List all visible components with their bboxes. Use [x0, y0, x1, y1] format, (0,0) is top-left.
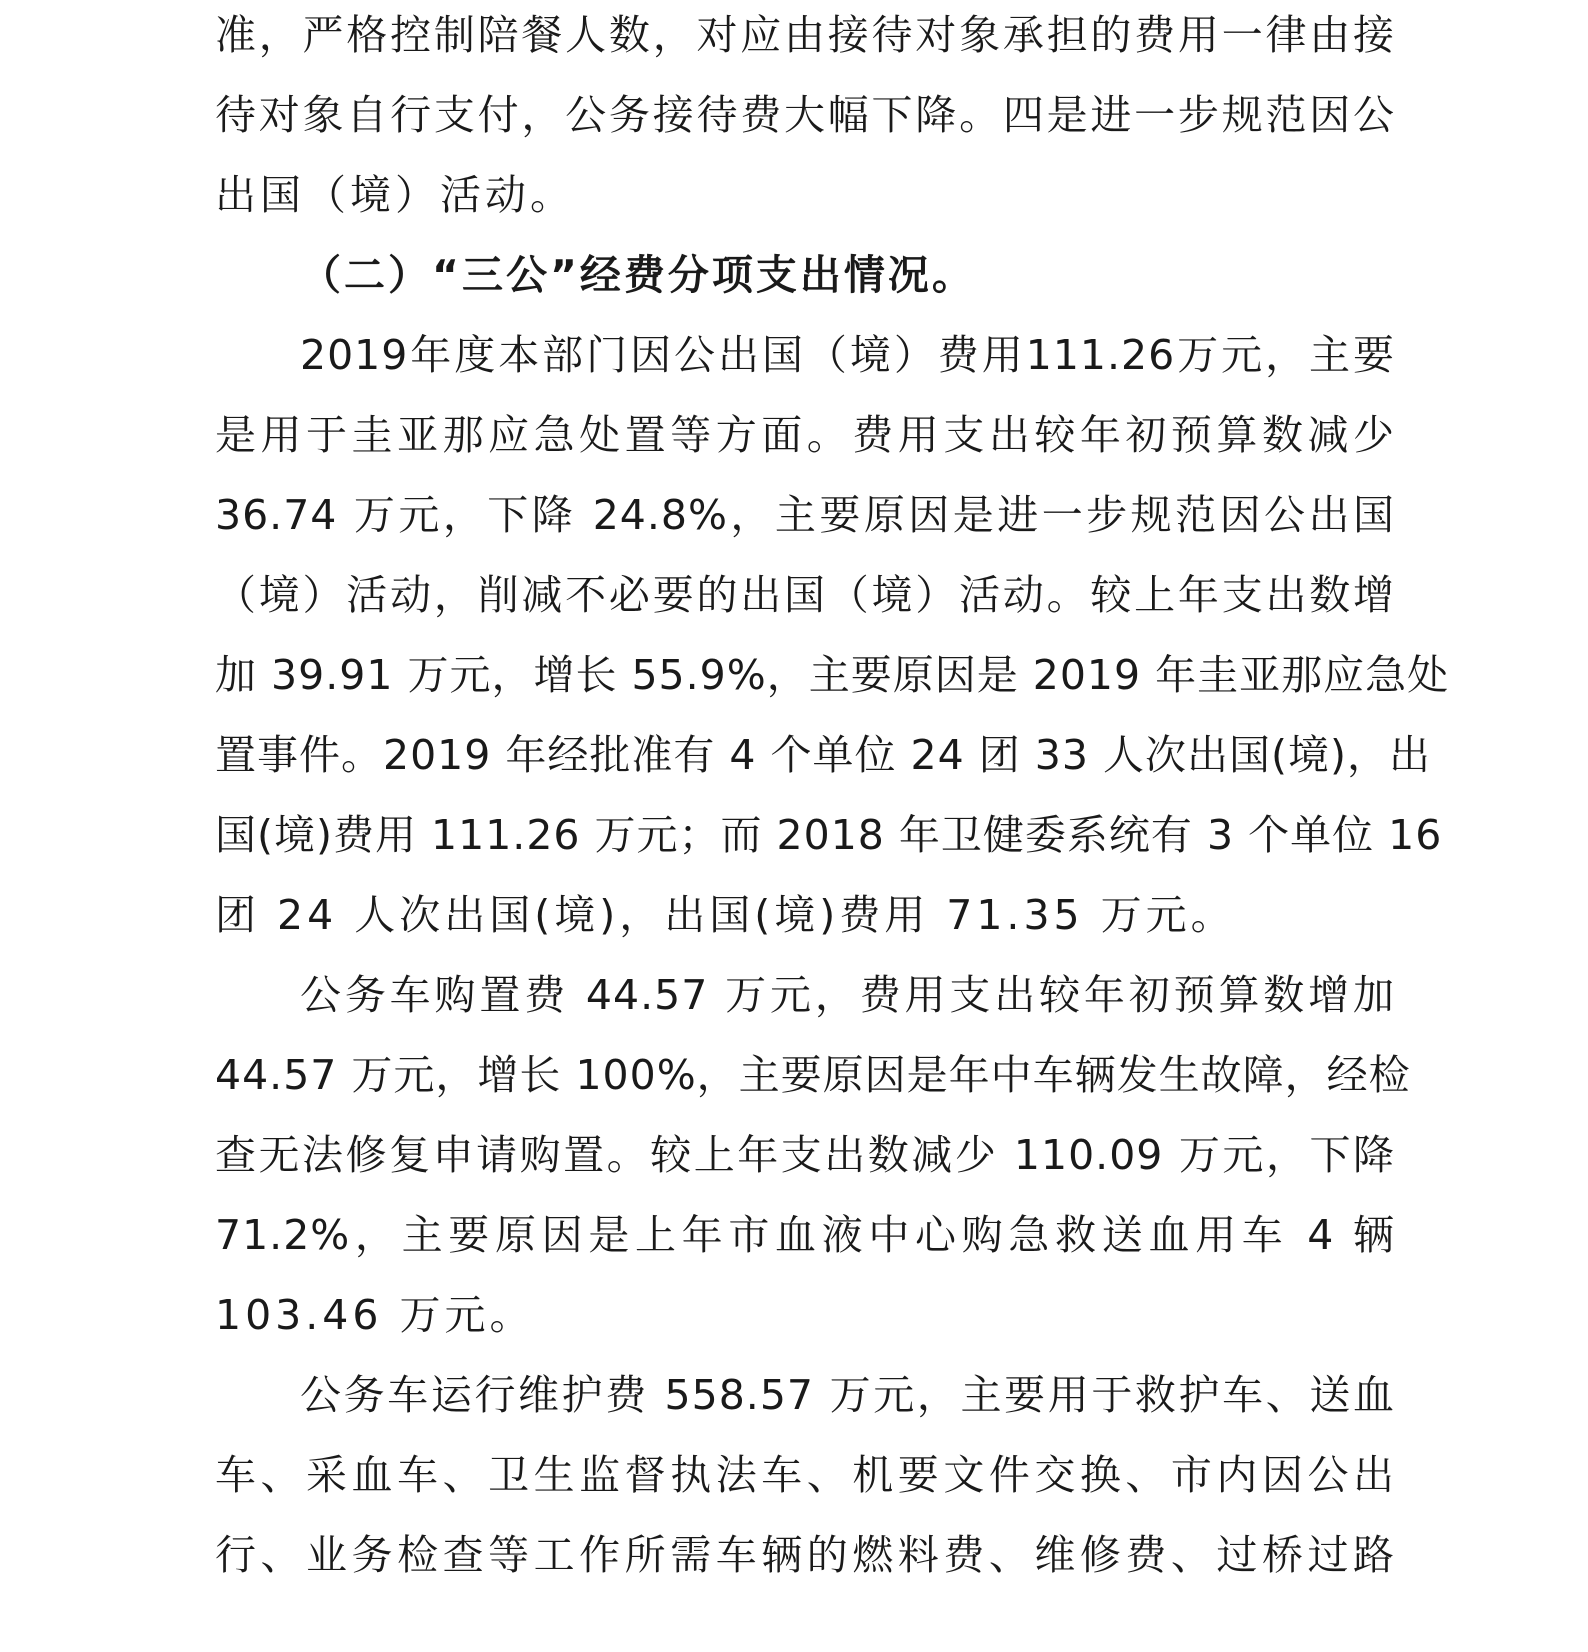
paragraph-line: 国(境)费用 111.26 万元；而 2018 年卫健委系统有 3 个单位 16	[215, 811, 1443, 859]
paragraph-line: 团 24 人次出国(境)，出国(境)费用 71.35 万元。	[215, 891, 1236, 939]
paragraph-line: 71.2%，主要原因是上年市血液中心购急救送血用车 4 辆	[215, 1211, 1395, 1259]
paragraph-line: 加 39.91 万元，增长 55.9%，主要原因是 2019 年圭亚那应急处	[215, 651, 1450, 699]
paragraph-line: 36.74 万元，下降 24.8%，主要原因是进一步规范因公出国	[215, 491, 1395, 539]
paragraph-line: 是用于圭亚那应急处置等方面。费用支出较年初预算数减少	[215, 411, 1395, 459]
paragraph-line: 准，严格控制陪餐人数，对应由接待对象承担的费用一律由接	[215, 11, 1395, 59]
paragraph-line: 公务车运行维护费 558.57 万元，主要用于救护车、送血	[300, 1371, 1395, 1419]
paragraph-line: 置事件。2019 年经批准有 4 个单位 24 团 33 人次出国(境)，出	[215, 731, 1431, 779]
paragraph-line: 行、业务检查等工作所需车辆的燃料费、维修费、过桥过路	[215, 1531, 1395, 1579]
paragraph-line: 103.46 万元。	[215, 1291, 535, 1339]
paragraph-line: 公务车购置费 44.57 万元，费用支出较年初预算数增加	[300, 971, 1395, 1019]
paragraph-line: （境）活动，削减不必要的出国（境）活动。较上年支出数增	[215, 571, 1395, 619]
paragraph-line: 2019年度本部门因公出国（境）费用111.26万元，主要	[300, 331, 1395, 379]
paragraph-line: 出国（境）活动。	[215, 171, 575, 219]
section-heading: （二）“三公”经费分项支出情况。	[300, 251, 976, 299]
paragraph-line: 44.57 万元，增长 100%，主要原因是年中车辆发生故障，经检	[215, 1051, 1411, 1099]
paragraph-line: 查无法修复申请购置。较上年支出数减少 110.09 万元，下降	[215, 1131, 1395, 1179]
paragraph-line: 待对象自行支付，公务接待费大幅下降。四是进一步规范因公	[215, 91, 1395, 139]
paragraph-line: 车、采血车、卫生监督执法车、机要文件交换、市内因公出	[215, 1451, 1395, 1499]
